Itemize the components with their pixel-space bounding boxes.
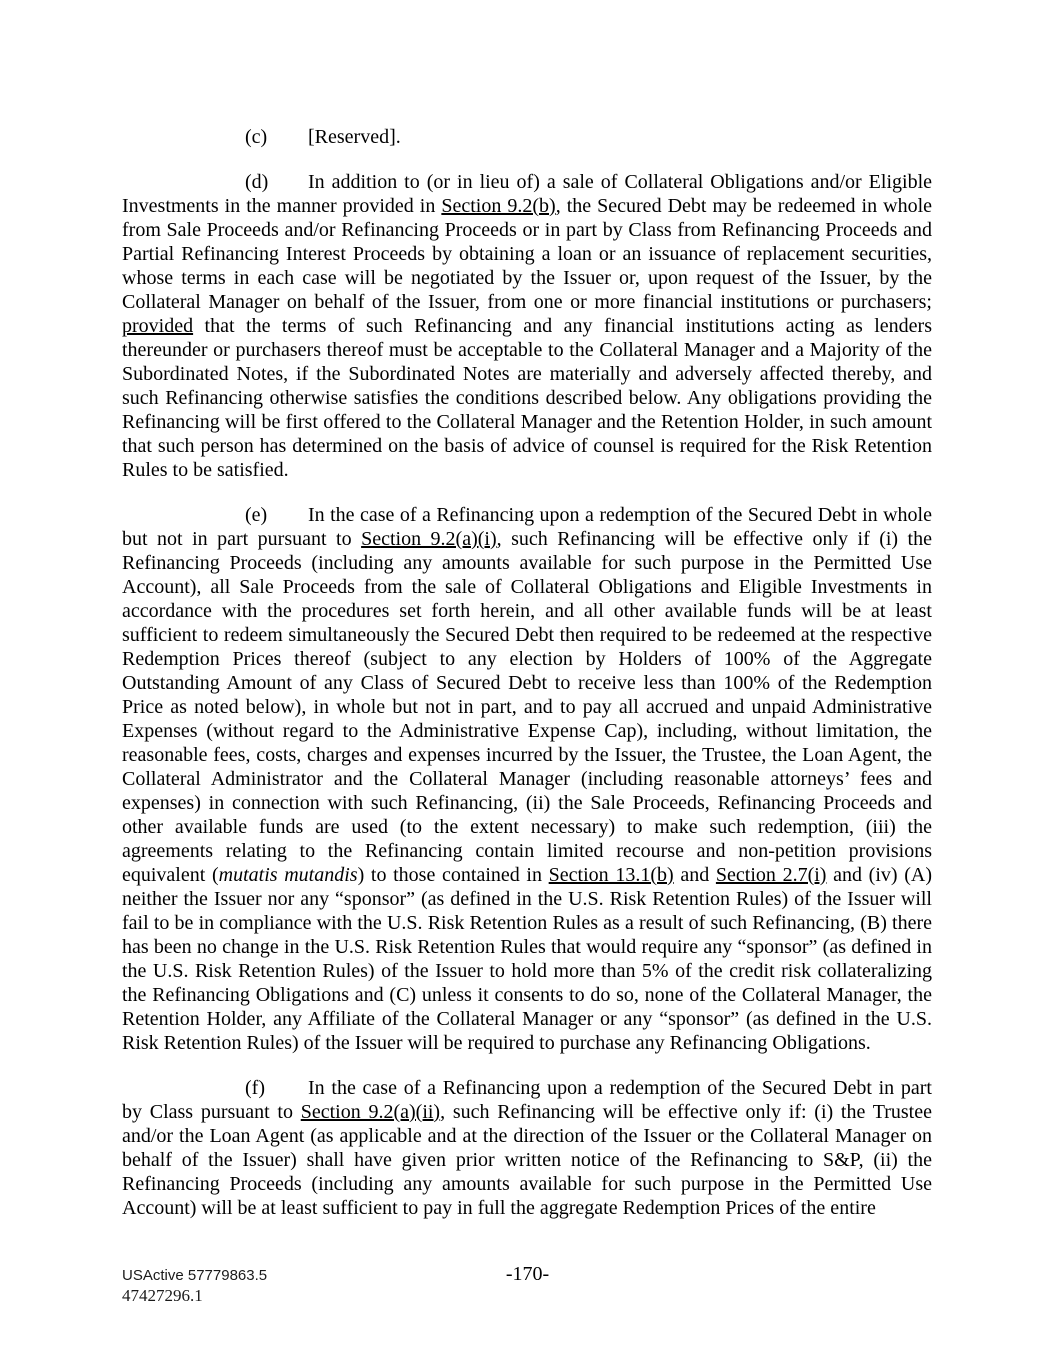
text-run: , such Refinancing will be effective only if (i) the Refinancing Proceeds (including any amounts available for such purpose in the Permitted Use Account), all Sale Proceeds from the sale of Collateral Obligations and Eligible Investments in accordance with the procedures set forth herein, and all other available funds will be at least sufficient to redeem simultaneously the Secured Debt then required to be redeemed at the respective Redemption Prices thereof (subject to any election by Holders of 100% of the Aggregate Outstanding Amount of any Class of Secured Debt to receive less than 100% of the Redemption Price as noted below), in whole but not in part, and to pay all accrued and unpaid Administrative Expenses (without regard to the Administrative Expense Cap), including, without limitation, the reasonable fees, costs, charges and expenses incurred by the Issuer, the Trustee, the Loan Agent, the Collateral Administrator and the Collateral Manager (including reasonable attorneys’ fees and expenses) in connection with such Refinancing, (ii) the Sale Proceeds, Refinancing Proceeds and other available funds are used (to the extent necessary) to make such redemption, (iii) the agreements relating to the Refinancing contain limited recourse and non-petition provisions equivalent ( [122,528,932,886]
document-body [122,125,932,1241]
footer-doc-id-line1: USActive 57779863.5 [122,1267,268,1284]
section-reference: Section 2.7(i) [715,864,827,886]
paragraph-label: (c) [245,126,268,148]
text-run: that the terms of such Refinancing and any financial institutions acting as lenders thereunder or purchasers thereof must be acceptable to the Collateral Manager and a Majority of the Subordinated Notes, if the Subordinated Notes are materially and adversely affected thereby, and such Refinancing otherwise satisfies the conditions described below. Any obligations providing the Refinancing will be first offered to the Collateral Manager and the Retention Holder, in such amount that such person has determined on the basis of advice of counsel is required for the Risk Retention Rules to be satisfied. [122,315,932,481]
paragraph [122,1076,932,1220]
text-run: In the case of a Refinancing upon a redemption of the Secured Debt in whole but not in part pursuant to [122,504,932,550]
paragraph-label: (e) [245,504,268,526]
italic-phrase: mutatis mutandis [218,864,358,886]
section-reference: Section 9.2(b) [441,195,556,217]
text-run: and (iv) (A) neither the Issuer nor any “sponsor” (as defined in the U.S. Risk Retention Rules) of the Issuer will fail to be in compliance with the U.S. Risk Retention Rules as a result of such Refinancing, (B) there has been no change in the U.S. Risk Retention Rules that would require any “sponsor” (as defined in the U.S. Risk Retention Rules) of the Issuer to hold more than 5% of the credit risk collateralizing the Refinancing Obligations and (C) unless it consents to do so, none of the Collateral Manager, the Retention Holder, any Affiliate of the Collateral Manager or any “sponsor” (as defined in the U.S. Risk Retention Rules) of the Issuer will be required to purchase any Refinancing Obligations. [122,864,932,1054]
paragraph-label: (f) [245,1077,265,1099]
paragraph [122,125,932,149]
text-run: In the case of a Refinancing upon a redemption of the Secured Debt in part by Class pursuant to [122,1077,932,1123]
section-reference: Section 9.2(a)(i) [361,528,497,550]
section-reference: Section 9.2(a)(ii) [300,1101,441,1123]
section-reference: provided [122,315,194,337]
text-run: [Reserved]. [308,126,401,148]
text-run: , such Refinancing will be effective only if: (i) the Trustee and/or the Loan Agent (as applicable and at the direction of the Issuer or the Collateral Manager on behalf of the Issuer) shall have given prior written notice of the Refinancing to S&P, (ii) the Refinancing Proceeds (including any amounts available for such purpose in the Permitted Use Account) will be at least sufficient to pay in full the aggregate Redemption Prices of the entire [122,1101,932,1219]
text-run: In addition to (or in lieu of) a sale of Collateral Obligations and/or Eligible Investments in the manner provided in [122,171,932,217]
paragraph-label: (d) [245,171,269,193]
footer-doc-id-line2: 47427296.1 [122,1286,203,1305]
paragraph [122,503,932,1055]
text-run: and [673,864,716,886]
section-reference: Section 13.1(b) [548,864,674,886]
page-number: -170- [505,1263,550,1285]
text-run: ) to those contained in [357,864,549,886]
text-run: , the Secured Debt may be redeemed in whole from Sale Proceeds and/or Refinancing Proceeds or in part by Class from Refinancing Proceeds and Partial Refinancing Interest Proceeds by obtaining a loan or an issuance of replacement securities, whose terms in each case will be negotiated by the Issuer or, upon request of the Issuer, by the Collateral Manager on behalf of the Issuer, from one or more financial institutions or purchasers; [122,195,932,313]
paragraph [122,170,932,482]
